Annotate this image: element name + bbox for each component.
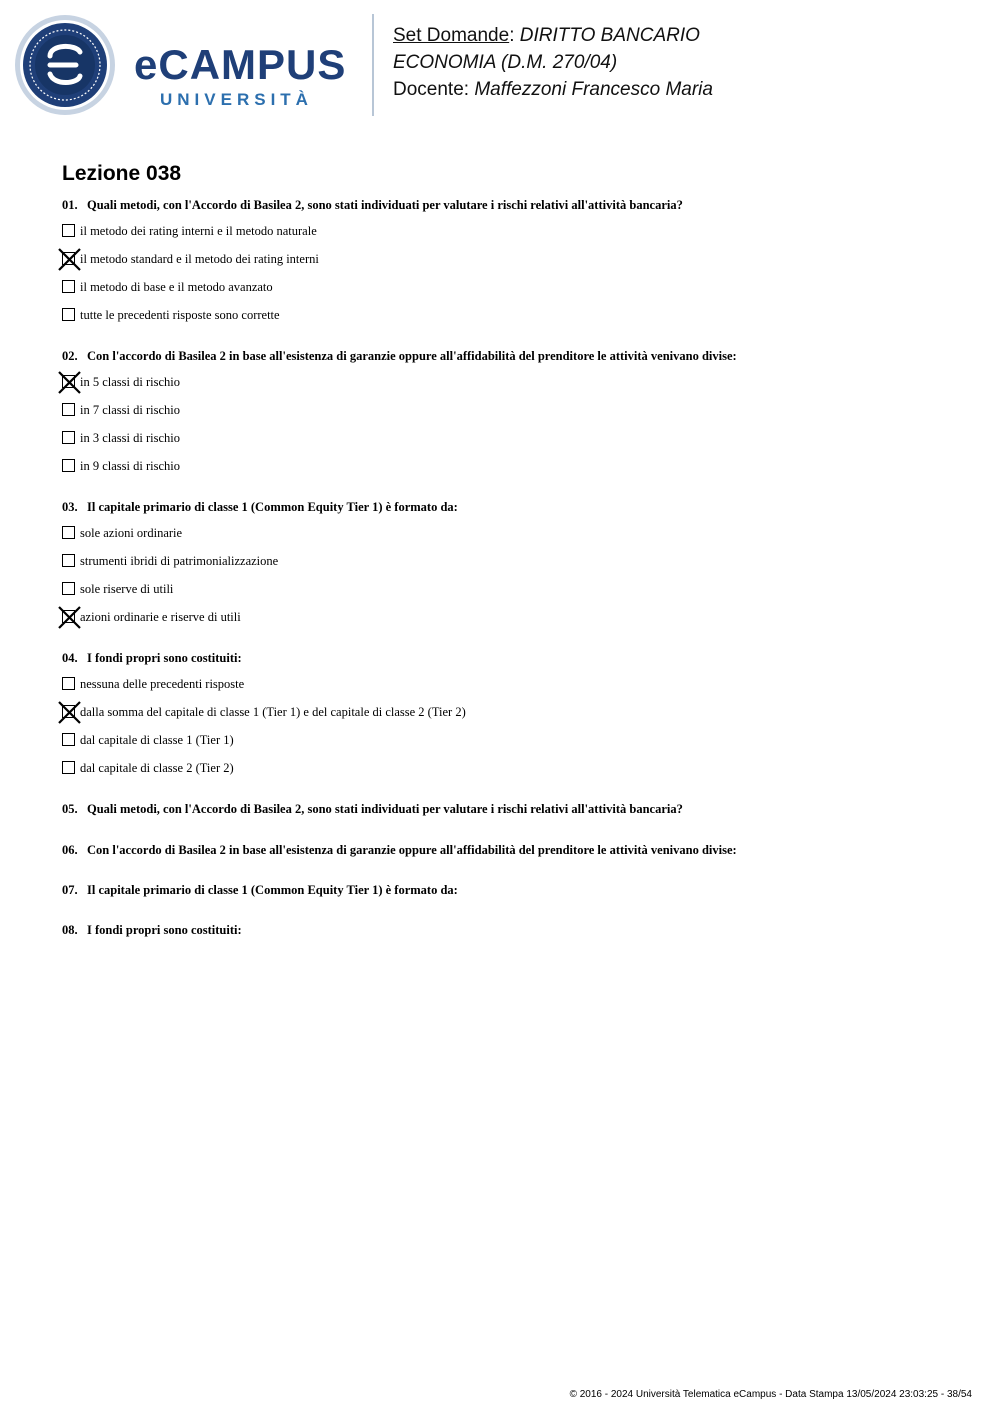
checkbox-icon[interactable] <box>62 224 75 237</box>
checkbox-icon[interactable] <box>62 761 75 774</box>
question-text: I fondi propri sono costituiti: <box>87 923 242 937</box>
question-text: Il capitale primario di classe 1 (Common Equity Tier 1) è formato da: <box>87 883 458 897</box>
answer-label: in 5 classi di rischio <box>80 375 180 389</box>
cross-mark-icon <box>58 606 81 629</box>
question-3 <box>62 500 458 515</box>
question-4 <box>62 651 242 666</box>
question-number: 07. <box>62 883 78 897</box>
answer-label: nessuna delle precedenti risposte <box>80 677 245 691</box>
checkbox-icon[interactable] <box>62 733 75 746</box>
teacher-line <box>393 76 713 103</box>
course-name: DIRITTO BANCARIO <box>519 25 700 46</box>
course-line-2: ECONOMIA (D.M. 270/04) <box>393 52 618 73</box>
checkbox-icon[interactable] <box>62 280 75 293</box>
question-number: 01. <box>62 198 78 212</box>
header-divider <box>372 14 374 116</box>
question-text: I fondi propri sono costituiti: <box>87 651 242 665</box>
answer-label: il metodo standard e il metodo dei rating interni <box>80 252 319 266</box>
answer-label: sole azioni ordinarie <box>80 526 183 540</box>
answer-label: strumenti ibridi di patrimonializzazione <box>80 554 279 568</box>
teacher-name: Maffezzoni Francesco Maria <box>474 79 713 100</box>
checkbox-icon[interactable] <box>62 431 75 444</box>
question-7 <box>62 883 458 898</box>
question-5 <box>62 802 683 817</box>
course-line-1 <box>393 22 713 49</box>
question-number: 03. <box>62 500 78 514</box>
question-1 <box>62 198 683 213</box>
checked-box-icon[interactable] <box>62 610 75 623</box>
checked-box-icon[interactable] <box>62 252 75 265</box>
question-6 <box>62 843 737 858</box>
question-number: 02. <box>62 349 78 363</box>
page-header <box>0 0 1000 130</box>
checkbox-icon[interactable] <box>62 554 75 567</box>
answer-label: in 7 classi di rischio <box>80 403 180 417</box>
logo-subtext: UNIVERSITÀ <box>160 90 313 109</box>
checkbox-icon[interactable] <box>62 403 75 416</box>
checkbox-icon[interactable] <box>62 526 75 539</box>
checked-box-icon[interactable] <box>62 705 75 718</box>
checkbox-icon[interactable] <box>62 677 75 690</box>
answer-label: in 9 classi di rischio <box>80 459 180 473</box>
set-separator: : <box>509 25 520 46</box>
lesson-title: Lezione 038 <box>62 162 182 185</box>
answer-label: tutte le precedenti risposte sono corrette <box>80 308 280 322</box>
ecampus-seal-logo <box>14 14 116 116</box>
ecampus-wordmark <box>134 41 347 110</box>
question-text: Il capitale primario di classe 1 (Common Equity Tier 1) è formato da: <box>87 500 458 514</box>
answer-label: azioni ordinarie e riserve di utili <box>80 610 241 624</box>
question-8 <box>62 923 242 938</box>
question-text: Quali metodi, con l'Accordo di Basilea 2, sono stati individuati per valutare i rischi relativi all'attività bancaria? <box>87 802 683 816</box>
answer-label: sole riserve di utili <box>80 582 174 596</box>
teacher-label: Docente: <box>393 79 475 100</box>
answer-label: dal capitale di classe 1 (Tier 1) <box>80 733 234 747</box>
question-text: Con l'accordo di Basilea 2 in base all'esistenza di garanzie oppure all'affidabilità del prenditore le attività venivano divise: <box>87 843 737 857</box>
question-number: 05. <box>62 802 78 816</box>
page-footer: © 2016 - 2024 Università Telematica eCampus - Data Stampa 13/05/2024 23:03:25 - 38/54 <box>569 1389 972 1400</box>
course-info <box>393 22 713 103</box>
set-label: Set Domande <box>393 25 510 46</box>
question-text: Quali metodi, con l'Accordo di Basilea 2, sono stati individuati per valutare i rischi relativi all'attività bancaria? <box>87 198 683 212</box>
answer-label: dalla somma del capitale di classe 1 (Tier 1) e del capitale di classe 2 (Tier 2) <box>80 705 466 719</box>
cross-mark-icon <box>58 701 81 724</box>
answer-label: dal capitale di classe 2 (Tier 2) <box>80 761 234 775</box>
logo-text: eCAMPUS <box>134 41 347 88</box>
cross-mark-icon <box>58 248 81 271</box>
checked-box-icon[interactable] <box>62 375 75 388</box>
question-number: 06. <box>62 843 78 857</box>
checkbox-icon[interactable] <box>62 308 75 321</box>
question-text: Con l'accordo di Basilea 2 in base all'esistenza di garanzie oppure all'affidabilità del prenditore le attività venivano divise: <box>87 349 737 363</box>
question-number: 08. <box>62 923 78 937</box>
answer-label: il metodo dei rating interni e il metodo naturale <box>80 224 317 238</box>
checkbox-icon[interactable] <box>62 582 75 595</box>
answer-label: il metodo di base e il metodo avanzato <box>80 280 273 294</box>
question-number: 04. <box>62 651 78 665</box>
question-2 <box>62 349 737 364</box>
checkbox-icon[interactable] <box>62 459 75 472</box>
answer-label: in 3 classi di rischio <box>80 431 180 445</box>
cross-mark-icon <box>58 371 81 394</box>
